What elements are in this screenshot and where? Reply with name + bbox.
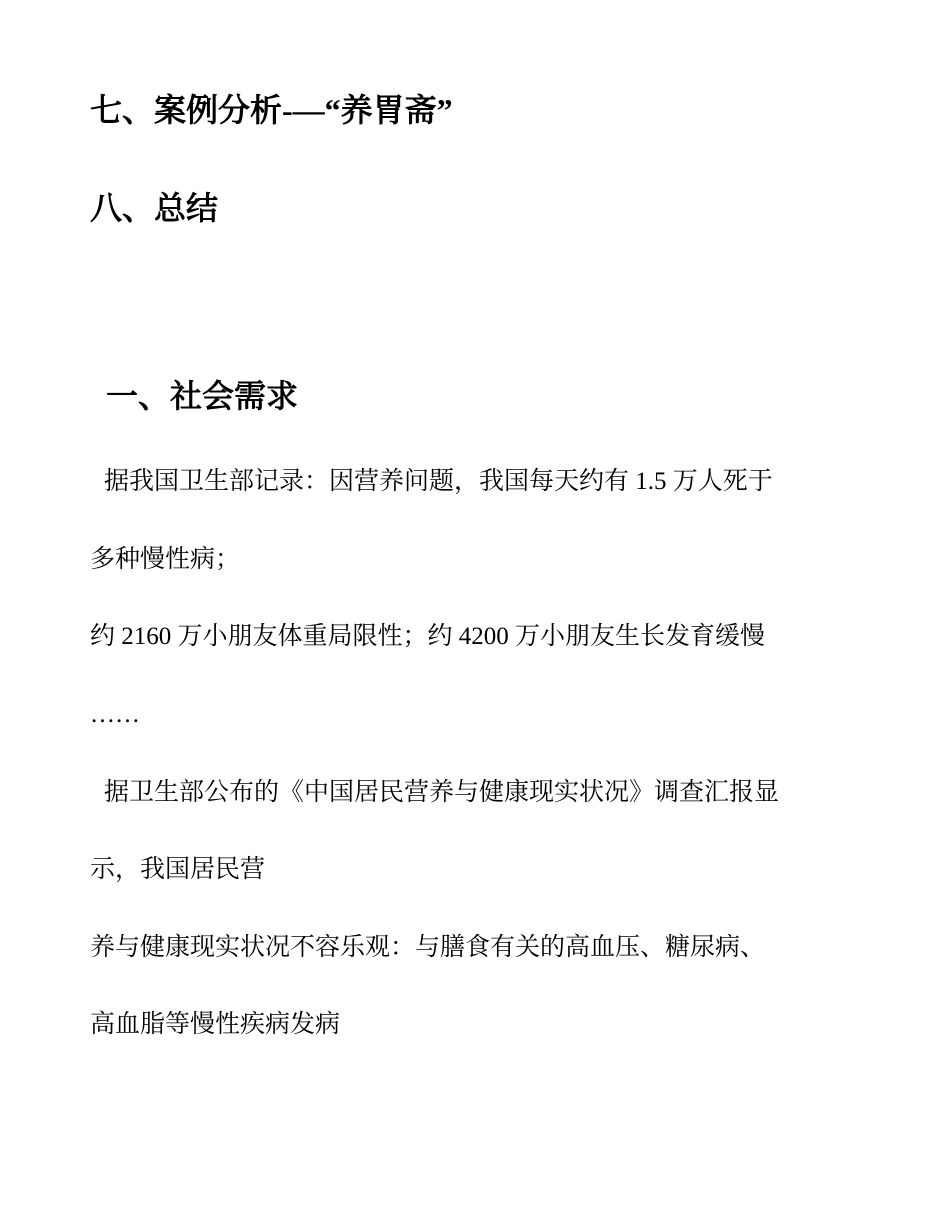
toc-item-summary: 八、总结: [90, 190, 219, 226]
paragraph-line: 据卫生部公布的《中国居民营养与健康现实状况》调查汇报显: [104, 779, 780, 806]
paragraph-line: 多种慢性病；: [90, 546, 241, 573]
paragraph-line: 示，我国居民营: [90, 856, 266, 883]
paragraph-line: 据我国卫生部记录：因营养问题，我国每天约有 1.5 万人死于: [104, 468, 773, 495]
paragraph-line: ……: [90, 701, 140, 728]
toc-item-case-analysis: 七、案例分析-—“养胃斋”: [90, 92, 453, 128]
paragraph-line: 约 2160 万小朋友体重局限性；约 4200 万小朋友生长发育缓慢: [90, 623, 766, 650]
paragraph-line: 高血脂等慢性疾病发病: [90, 1011, 341, 1038]
paragraph-line: 养与健康现实状况不容乐观：与膳食有关的高血压、糖尿病、: [90, 934, 766, 961]
section-heading: 一、社会需求: [106, 378, 299, 414]
